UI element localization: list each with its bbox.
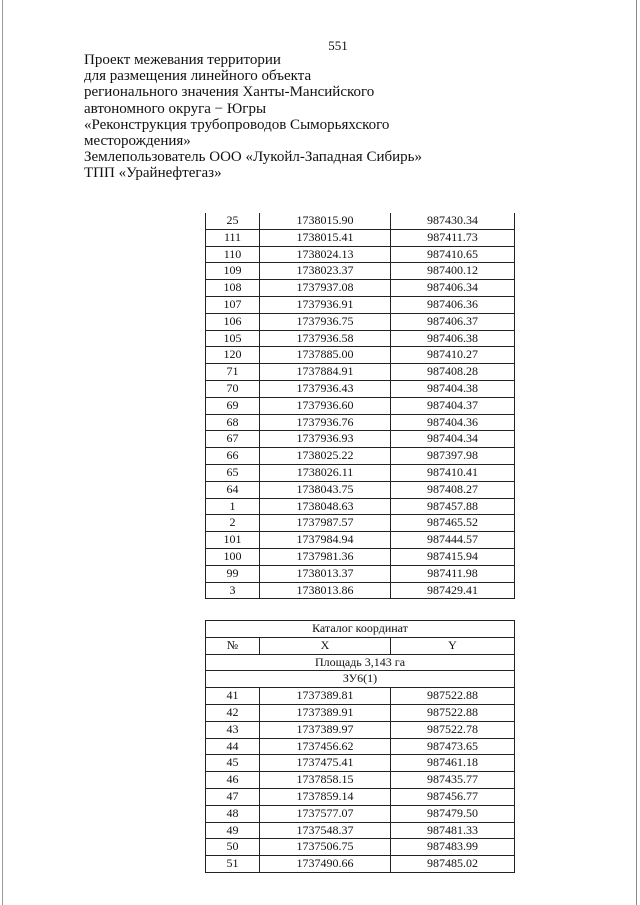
x-coordinate-cell: 1737984.94	[260, 532, 391, 549]
table-row	[206, 263, 515, 280]
x-coordinate-cell: 1737858.15	[260, 772, 391, 789]
point-number-cell: 47	[206, 788, 260, 805]
y-coordinate-cell: 987473.65	[391, 738, 515, 755]
y-coordinate-cell: 987406.38	[391, 330, 515, 347]
point-number-cell: 66	[206, 448, 260, 465]
y-coordinate-cell: 987404.34	[391, 431, 515, 448]
page-number: 551	[328, 38, 348, 53]
x-coordinate-cell: 1737937.08	[260, 280, 391, 297]
point-number-cell: 109	[206, 263, 260, 280]
point-number-cell: 108	[206, 280, 260, 297]
table-row	[206, 839, 515, 856]
table-row	[206, 822, 515, 839]
x-coordinate-cell: 1738048.63	[260, 498, 391, 515]
column-header-number: №	[206, 637, 260, 654]
table-row	[206, 565, 515, 582]
table-row	[206, 364, 515, 381]
point-number-cell: 71	[206, 364, 260, 381]
point-number-cell: 46	[206, 772, 260, 789]
point-number-cell: 105	[206, 330, 260, 347]
header-line: для размещения линейного объекта	[84, 68, 312, 85]
y-coordinate-cell: 987406.34	[391, 280, 515, 297]
table-row	[206, 772, 515, 789]
y-coordinate-cell: 987397.98	[391, 448, 515, 465]
point-number-cell: 44	[206, 738, 260, 755]
point-number-cell: 3	[206, 582, 260, 599]
x-coordinate-cell: 1737548.37	[260, 822, 391, 839]
table-row	[206, 738, 515, 755]
table-row	[206, 414, 515, 431]
y-coordinate-cell: 987411.73	[391, 229, 515, 246]
point-number-cell: 41	[206, 688, 260, 705]
y-coordinate-cell: 987483.99	[391, 839, 515, 856]
point-number-cell: 111	[206, 229, 260, 246]
y-coordinate-cell: 987522.88	[391, 688, 515, 705]
point-number-cell: 110	[206, 246, 260, 263]
coordinates-catalog-table	[205, 620, 515, 873]
point-number-cell: 64	[206, 481, 260, 498]
scan-edge-right	[636, 0, 637, 905]
y-coordinate-cell: 987408.27	[391, 481, 515, 498]
x-coordinate-cell: 1737506.75	[260, 839, 391, 856]
table-row	[206, 246, 515, 263]
x-coordinate-cell: 1737936.76	[260, 414, 391, 431]
point-number-cell: 1	[206, 498, 260, 515]
point-number-cell: 43	[206, 721, 260, 738]
x-coordinate-cell: 1738015.90	[260, 213, 391, 229]
column-header-y: Y	[391, 637, 515, 654]
x-coordinate-cell: 1738013.86	[260, 582, 391, 599]
x-coordinate-cell: 1737475.41	[260, 755, 391, 772]
y-coordinate-cell: 987404.38	[391, 380, 515, 397]
x-coordinate-cell: 1737456.62	[260, 738, 391, 755]
table-row	[206, 347, 515, 364]
table-row	[206, 280, 515, 297]
x-coordinate-cell: 1737885.00	[260, 347, 391, 364]
header-line: Проект межевания территории	[84, 52, 281, 68]
x-coordinate-cell: 1738026.11	[260, 464, 391, 481]
y-coordinate-cell: 987408.28	[391, 364, 515, 381]
y-coordinate-cell: 987522.78	[391, 721, 515, 738]
table-row	[206, 330, 515, 347]
point-number-cell: 70	[206, 380, 260, 397]
area-label: Площадь 3,143 га	[206, 654, 515, 671]
x-coordinate-cell: 1738023.37	[260, 263, 391, 280]
y-coordinate-cell: 987456.77	[391, 788, 515, 805]
table-row	[206, 448, 515, 465]
point-number-cell: 99	[206, 565, 260, 582]
point-number-cell: 50	[206, 839, 260, 856]
area-row	[206, 654, 515, 671]
y-coordinate-cell: 987430.34	[391, 213, 515, 229]
y-coordinate-cell: 987522.88	[391, 704, 515, 721]
x-coordinate-cell: 1737859.14	[260, 788, 391, 805]
table-row	[206, 313, 515, 330]
document-header	[84, 52, 422, 182]
y-coordinate-cell: 987400.12	[391, 263, 515, 280]
header-line: регионального значения Ханты-Мансийского	[84, 84, 375, 101]
table-row	[206, 498, 515, 515]
point-number-cell: 45	[206, 755, 260, 772]
table-row	[206, 805, 515, 822]
x-coordinate-cell: 1737884.91	[260, 364, 391, 381]
table-row	[206, 431, 515, 448]
point-number-cell: 2	[206, 515, 260, 532]
x-coordinate-cell: 1737490.66	[260, 856, 391, 873]
x-coordinate-cell: 1737936.75	[260, 313, 391, 330]
scan-edge-left	[2, 0, 3, 905]
x-coordinate-cell: 1737577.07	[260, 805, 391, 822]
point-number-cell: 69	[206, 397, 260, 414]
table-row	[206, 856, 515, 873]
table-row	[206, 548, 515, 565]
y-coordinate-cell: 987444.57	[391, 532, 515, 549]
point-number-cell: 100	[206, 548, 260, 565]
table-row	[206, 688, 515, 705]
y-coordinate-cell: 987410.41	[391, 464, 515, 481]
point-number-cell: 65	[206, 464, 260, 481]
table-row	[206, 380, 515, 397]
table-row	[206, 213, 515, 229]
table-row	[206, 296, 515, 313]
table-row	[206, 704, 515, 721]
table-row	[206, 481, 515, 498]
x-coordinate-cell: 1737936.91	[260, 296, 391, 313]
y-coordinate-cell: 987406.37	[391, 313, 515, 330]
plot-row	[206, 671, 515, 688]
y-coordinate-cell: 987429.41	[391, 582, 515, 599]
table-row	[206, 582, 515, 599]
y-coordinate-cell: 987406.36	[391, 296, 515, 313]
table-row	[206, 788, 515, 805]
point-number-cell: 42	[206, 704, 260, 721]
x-coordinate-cell: 1737389.81	[260, 688, 391, 705]
y-coordinate-cell: 987404.36	[391, 414, 515, 431]
point-number-cell: 51	[206, 856, 260, 873]
point-number-cell: 48	[206, 805, 260, 822]
table-title-row	[206, 621, 515, 638]
x-coordinate-cell: 1738024.13	[260, 246, 391, 263]
x-coordinate-cell: 1737389.97	[260, 721, 391, 738]
column-header-x: X	[260, 637, 391, 654]
table-row	[206, 532, 515, 549]
header-line: Землепользователь ООО «Лукойл-Западная Сибирь»	[84, 149, 422, 166]
x-coordinate-cell: 1737936.60	[260, 397, 391, 414]
table-row	[206, 515, 515, 532]
x-coordinate-cell: 1737389.91	[260, 704, 391, 721]
header-line: автономного округа − Югры	[84, 100, 267, 117]
table-row	[206, 721, 515, 738]
table-header-row	[206, 637, 515, 654]
point-number-cell: 67	[206, 431, 260, 448]
x-coordinate-cell: 1738015.41	[260, 229, 391, 246]
table-row	[206, 229, 515, 246]
header-line: месторождения»	[84, 133, 191, 150]
coordinates-table-continued	[205, 213, 515, 599]
x-coordinate-cell: 1737936.93	[260, 431, 391, 448]
point-number-cell: 101	[206, 532, 260, 549]
y-coordinate-cell: 987410.65	[391, 246, 515, 263]
point-number-cell: 120	[206, 347, 260, 364]
y-coordinate-cell: 987410.27	[391, 347, 515, 364]
y-coordinate-cell: 987479.50	[391, 805, 515, 822]
plot-label: ЗУ6(1)	[206, 671, 515, 688]
y-coordinate-cell: 987411.98	[391, 565, 515, 582]
x-coordinate-cell: 1738043.75	[260, 481, 391, 498]
y-coordinate-cell: 987481.33	[391, 822, 515, 839]
point-number-cell: 106	[206, 313, 260, 330]
table-title: Каталог координат	[206, 621, 515, 638]
x-coordinate-cell: 1738013.37	[260, 565, 391, 582]
point-number-cell: 49	[206, 822, 260, 839]
point-number-cell: 107	[206, 296, 260, 313]
table-row	[206, 464, 515, 481]
point-number-cell: 25	[206, 213, 260, 229]
table-row	[206, 397, 515, 414]
x-coordinate-cell: 1737936.43	[260, 380, 391, 397]
header-line: ТПП «Урайнефтегаз»	[84, 165, 222, 182]
point-number-cell: 68	[206, 414, 260, 431]
y-coordinate-cell: 987415.94	[391, 548, 515, 565]
x-coordinate-cell: 1737981.36	[260, 548, 391, 565]
y-coordinate-cell: 987457.88	[391, 498, 515, 515]
y-coordinate-cell: 987465.52	[391, 515, 515, 532]
y-coordinate-cell: 987435.77	[391, 772, 515, 789]
x-coordinate-cell: 1738025.22	[260, 448, 391, 465]
y-coordinate-cell: 987404.37	[391, 397, 515, 414]
header-line: «Реконструкция трубопроводов Сыморьяхского	[84, 116, 390, 133]
x-coordinate-cell: 1737987.57	[260, 515, 391, 532]
y-coordinate-cell: 987485.02	[391, 856, 515, 873]
y-coordinate-cell: 987461.18	[391, 755, 515, 772]
table-row	[206, 755, 515, 772]
x-coordinate-cell: 1737936.58	[260, 330, 391, 347]
